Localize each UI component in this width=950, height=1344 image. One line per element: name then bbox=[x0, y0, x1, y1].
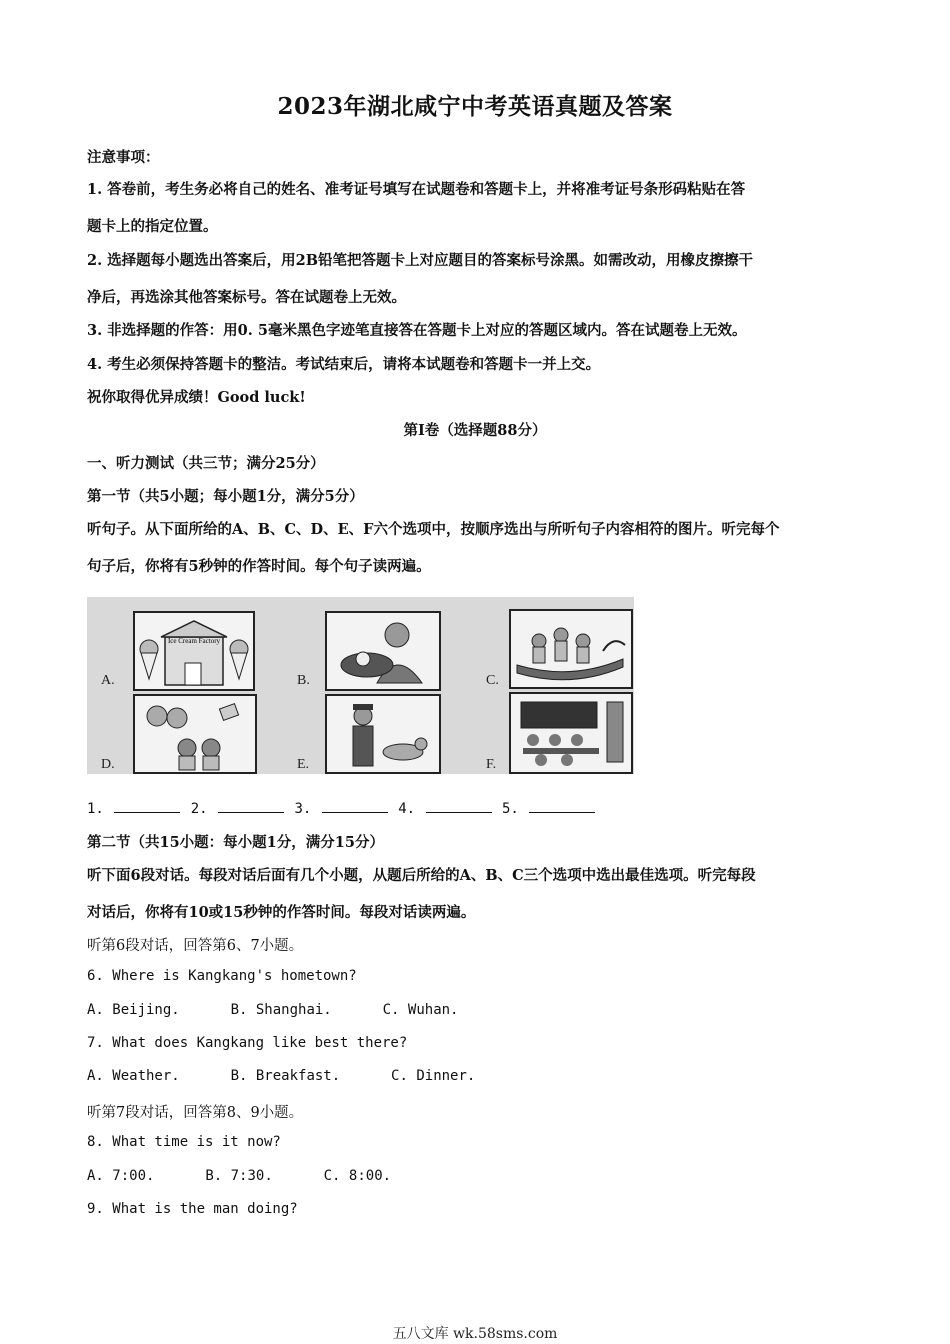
notice-heading: 注意事项： bbox=[87, 149, 160, 166]
dragon-boat-drawing bbox=[511, 611, 631, 687]
picture-c bbox=[509, 609, 633, 689]
subsection-one-instruction-1: 听句子。从下面所给的A、B、C、D、E、F六个选项中，按顺序选出与所听句子内容相符的图片。听完每个 bbox=[87, 521, 780, 538]
mooncake-children-drawing bbox=[135, 696, 255, 772]
question-8: 8. What time is it now? bbox=[87, 1134, 281, 1150]
classroom-drawing bbox=[511, 694, 631, 772]
option-8b: B. 7:30. bbox=[205, 1168, 273, 1184]
notice-line-5: 3. 非选择题的作答：用0. 5毫米黑色字迹笔直接答在答题卡上对应的答题区域内。答在试题卷上无效。 bbox=[87, 322, 747, 339]
option-8a: A. 7:00. bbox=[87, 1168, 155, 1184]
policeman-dog-drawing bbox=[327, 696, 439, 772]
picture-b bbox=[325, 611, 441, 691]
subsection-two-instruction-1: 听下面6段对话。每段对话后面有几个小题，从题后所给的A、B、C三个选项中选出最佳选项。听完每段 bbox=[87, 867, 756, 884]
good-luck-line: 祝你取得优异成绩！Good luck! bbox=[87, 389, 306, 406]
subsection-two-instruction-2: 对话后，你将有10或15秒钟的作答时间。每段对话读两遍。 bbox=[87, 904, 476, 921]
dialog-7-intro: 听第7段对话，回答第8、9小题。 bbox=[87, 1105, 304, 1121]
question-6-options bbox=[87, 1002, 458, 1018]
option-6c: C. Wuhan. bbox=[382, 1002, 459, 1018]
option-7a: A. Weather. bbox=[87, 1068, 180, 1084]
answer-blank-4[interactable] bbox=[426, 800, 492, 813]
question-7: 7. What does Kangkang like best there? bbox=[87, 1035, 408, 1051]
question-6: 6. Where is Kangkang's hometown? bbox=[87, 968, 357, 984]
picture-e bbox=[325, 694, 441, 774]
answer-number-1: 1. bbox=[87, 801, 104, 817]
subsection-one-instruction-2: 句子后，你将有5秒钟的作答时间。每个句子读两遍。 bbox=[87, 558, 431, 575]
option-6b: B. Shanghai. bbox=[230, 1002, 332, 1018]
notice-line-2: 题卡上的指定位置。 bbox=[87, 218, 218, 235]
notice-line-1: 1. 答卷前，考生务必将自己的姓名、准考证号填写在试题卷和答题卡上，并将准考证号条形码粘贴在答 bbox=[87, 181, 746, 198]
picture-label-f: F. bbox=[486, 757, 497, 772]
option-7b: B. Breakfast. bbox=[230, 1068, 341, 1084]
notice-line-3: 2. 选择题每小题选出答案后，用2B铅笔把答题卡上对应题目的答案标号涂黑。如需改动，用橡皮擦擦干 bbox=[87, 252, 754, 269]
answer-blank-2[interactable] bbox=[218, 800, 284, 813]
picture-label-b: B. bbox=[297, 673, 310, 688]
question-7-options bbox=[87, 1068, 475, 1084]
part-one-heading: 第Ⅰ卷（选择题88分） bbox=[403, 422, 547, 439]
listening-pictures bbox=[87, 597, 634, 774]
ice-cream-factory-drawing bbox=[135, 613, 253, 689]
answer-number-4: 4. bbox=[398, 801, 416, 817]
subsection-one-heading: 第一节（共5小题；每小题1分，满分5分） bbox=[87, 488, 364, 505]
answer-blanks-row bbox=[87, 800, 597, 817]
picture-f bbox=[509, 692, 633, 774]
picture-a bbox=[133, 611, 255, 691]
answer-blank-5[interactable] bbox=[529, 800, 595, 813]
answer-blank-3[interactable] bbox=[322, 800, 388, 813]
picture-label-e: E. bbox=[297, 757, 310, 772]
picture-d bbox=[133, 694, 257, 774]
page-title: 2023年湖北咸宁中考英语真题及答案 bbox=[277, 93, 673, 120]
option-7c: C. Dinner. bbox=[391, 1068, 476, 1084]
answer-blank-1[interactable] bbox=[114, 800, 180, 813]
answer-number-5: 5. bbox=[501, 801, 519, 817]
shop-sign: Ice Cream Factory bbox=[167, 637, 221, 645]
option-8c: C. 8:00. bbox=[323, 1168, 392, 1184]
notice-line-6: 4. 考生必须保持答题卡的整洁。考试结束后，请将本试题卷和答题卡一并上交。 bbox=[87, 356, 601, 373]
picture-label-d: D. bbox=[101, 757, 115, 772]
picture-label-c: C. bbox=[486, 673, 499, 688]
mother-child-drawing bbox=[327, 613, 439, 689]
footer-watermark: 五八文库 wk.58sms.com bbox=[392, 1326, 558, 1342]
picture-label-a: A. bbox=[101, 673, 115, 688]
dialog-6-intro: 听第6段对话，回答第6、7小题。 bbox=[87, 938, 304, 954]
subsection-two-heading: 第二节（共15小题：每小题1分，满分15分） bbox=[87, 834, 384, 851]
notice-line-4: 净后，再选涂其他答案标号。答在试题卷上无效。 bbox=[87, 289, 406, 306]
question-8-options bbox=[87, 1168, 391, 1184]
answer-number-2: 2. bbox=[190, 801, 208, 817]
option-6a: A. Beijing. bbox=[87, 1002, 180, 1018]
section-one-heading: 一、听力测试（共三节；满分25分） bbox=[87, 455, 325, 472]
question-9: 9. What is the man doing? bbox=[87, 1201, 298, 1217]
answer-number-3: 3. bbox=[294, 801, 312, 817]
